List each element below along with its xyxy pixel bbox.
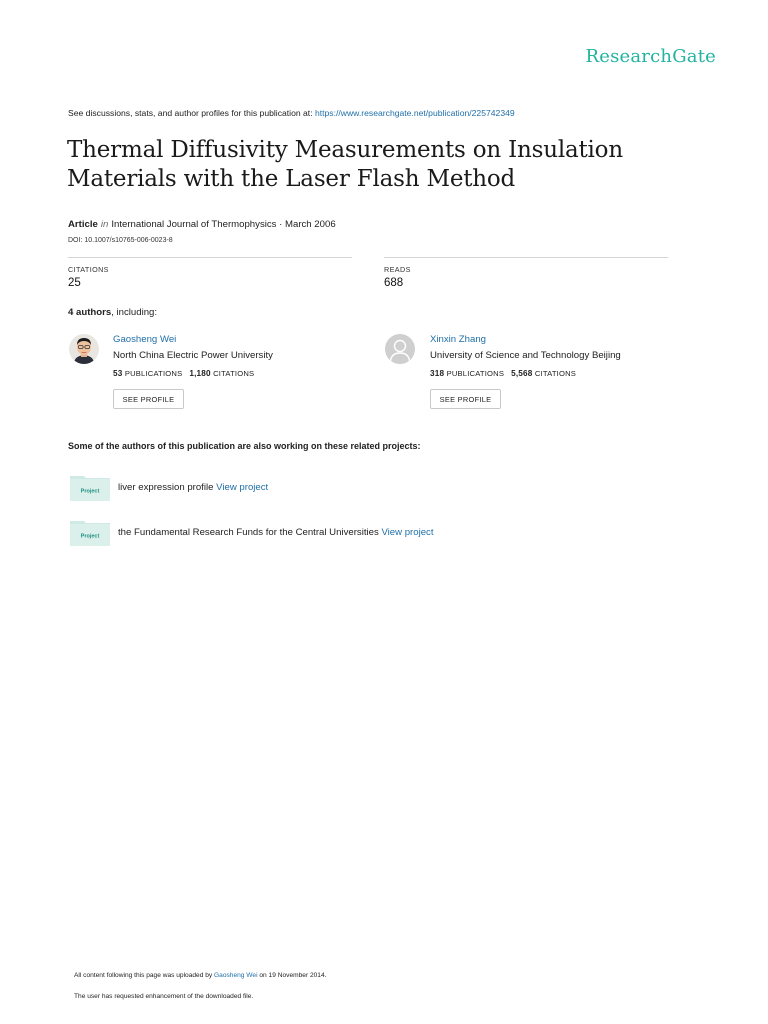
divider-right bbox=[384, 257, 668, 258]
project-folder-icon[interactable] bbox=[70, 473, 110, 501]
project-item bbox=[118, 482, 268, 493]
project-icon-label: Project bbox=[80, 488, 100, 495]
reads-label: READS bbox=[384, 265, 411, 274]
see-profile-button[interactable]: SEE PROFILE bbox=[430, 389, 501, 409]
doi: DOI: 10.1007/s10765-006-0023-8 bbox=[68, 237, 173, 244]
author-avatar-gaosheng-wei[interactable] bbox=[69, 334, 99, 364]
project-icon-label: Project bbox=[80, 533, 100, 540]
citations-count: 5,568 bbox=[511, 369, 533, 378]
in-word: in bbox=[100, 219, 109, 230]
citations-label: CITATIONS bbox=[534, 369, 577, 378]
author-name-xinxin-zhang[interactable]: Xinxin Zhang bbox=[430, 334, 486, 345]
authors-header bbox=[68, 307, 157, 318]
publication-type: Article bbox=[68, 219, 98, 230]
publications-count: 53 bbox=[113, 369, 123, 378]
discussion-line bbox=[68, 108, 515, 118]
folder-icon bbox=[70, 518, 110, 546]
citations-label: CITATIONS bbox=[213, 369, 255, 378]
author-stats bbox=[430, 369, 576, 378]
author-institution: North China Electric Power University bbox=[113, 350, 273, 361]
author-institution: University of Science and Technology Beijing bbox=[430, 350, 621, 361]
upload-notice bbox=[74, 972, 326, 979]
author-stats bbox=[113, 369, 254, 378]
reads-value: 688 bbox=[384, 277, 404, 289]
publications-count: 318 bbox=[430, 369, 445, 378]
citations-count: 1,180 bbox=[189, 369, 211, 378]
authors-suffix: , including: bbox=[111, 307, 158, 318]
discussion-prefix: See discussions, stats, and author profiles for this publication at: bbox=[68, 108, 313, 118]
author-name-gaosheng-wei[interactable]: Gaosheng Wei bbox=[113, 334, 177, 345]
project-name: liver expression profile bbox=[118, 482, 214, 493]
publication-url-link[interactable]: https://www.researchgate.net/publication/225742349 bbox=[314, 108, 515, 118]
upload-suffix: on 19 November 2014. bbox=[259, 972, 327, 979]
enhancement-note: The user has requested enhancement of the downloaded file. bbox=[74, 993, 254, 1000]
see-profile-button[interactable]: SEE PROFILE bbox=[113, 389, 184, 409]
view-project-link[interactable]: View project bbox=[381, 527, 434, 538]
journal-date: International Journal of Thermophysics · March 2006 bbox=[111, 219, 336, 230]
divider-left bbox=[68, 257, 352, 258]
publications-label: PUBLICATIONS bbox=[446, 369, 505, 378]
folder-icon bbox=[70, 473, 110, 501]
publication-title: Thermal Diffusivity Measurements on Insulation Materials with the Laser Flash Method bbox=[67, 137, 623, 192]
publications-label: PUBLICATIONS bbox=[124, 369, 183, 378]
author-avatar-xinxin-zhang[interactable] bbox=[385, 334, 415, 364]
default-avatar-icon bbox=[385, 334, 415, 364]
authors-count: 4 authors bbox=[68, 307, 112, 318]
project-folder-icon[interactable] bbox=[70, 518, 110, 546]
uploader-link[interactable]: Gaosheng Wei bbox=[214, 972, 258, 979]
project-item bbox=[118, 527, 434, 538]
author-photo-icon bbox=[69, 334, 99, 364]
citations-label: CITATIONS bbox=[68, 265, 109, 274]
project-name: the Fundamental Research Funds for the Central Universities bbox=[118, 527, 379, 538]
view-project-link[interactable]: View project bbox=[216, 482, 269, 493]
publication-meta bbox=[68, 219, 336, 230]
citations-value: 25 bbox=[68, 277, 81, 289]
upload-prefix: All content following this page was uploaded by bbox=[74, 972, 213, 979]
researchgate-logo[interactable]: ResearchGate bbox=[585, 46, 716, 67]
related-projects-header: Some of the authors of this publication are also working on these related projects: bbox=[68, 441, 421, 451]
